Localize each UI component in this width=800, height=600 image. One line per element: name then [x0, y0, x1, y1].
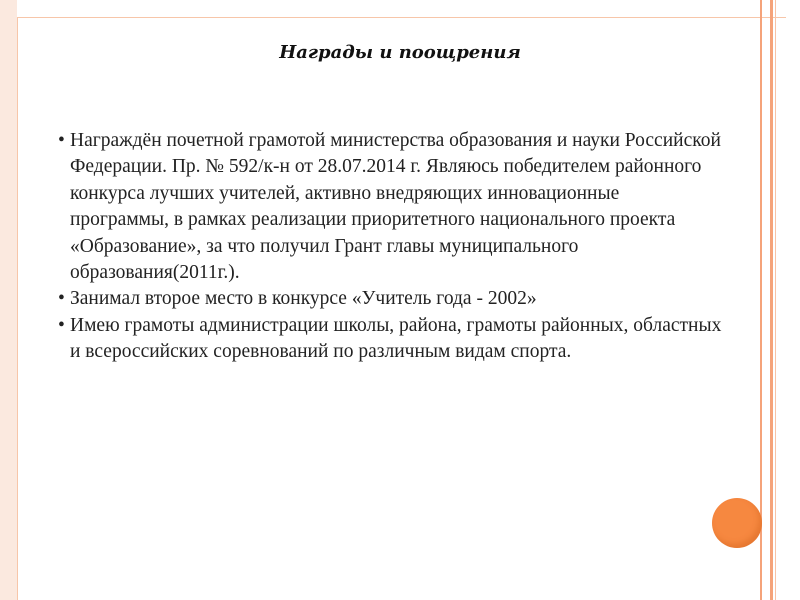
bullet-list: [58, 128, 723, 366]
bullet-text: Имею грамоты администрации школы, района, грамоты районных, областных и всероссийских соревнований по различным видам спорта.: [70, 314, 722, 363]
bullet-text: Занимал второе место в конкурсе «Учитель года - 2002»: [70, 288, 537, 310]
bullet-item-award: [58, 128, 723, 286]
left-decorative-band: [0, 0, 17, 600]
bullet-item-certificates: [58, 313, 723, 366]
right-stripe-outer: [770, 0, 773, 600]
bullet-item-teacher-of-year: [58, 286, 723, 312]
slide-title: Награды и поощрения: [279, 42, 521, 63]
right-stripe-inner: [760, 0, 762, 600]
bullet-marker: •: [58, 314, 65, 336]
bullet-text: Награждён почетной грамотой министерства образования и науки Российской Федерации. Пр. № 592/к-н от 28.07.2014 г. Являюсь победителем районного конкурса лучших учителей, активно внедряющих инновационные программы, в рамках реализации приоритетного национального проекта «Образование», за что получил Грант главы муниципального образования(2011г.).: [70, 130, 721, 284]
bullet-marker: •: [58, 130, 65, 151]
right-stripe-thin: [775, 0, 776, 600]
bullet-marker: •: [58, 288, 65, 310]
orange-circle-decoration: [712, 498, 762, 548]
